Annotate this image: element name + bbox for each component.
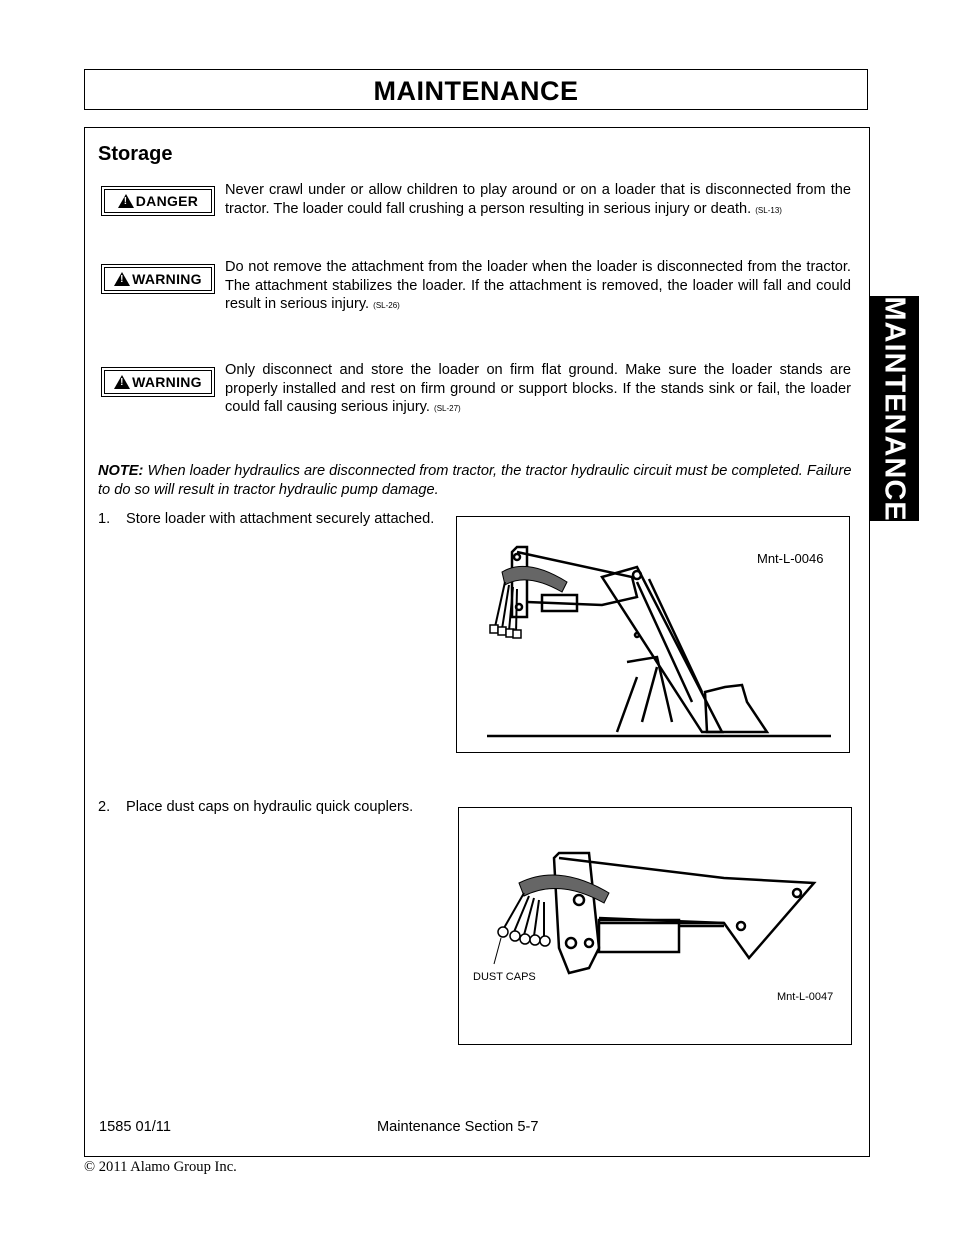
note-label: NOTE: <box>98 463 144 479</box>
step-text: Place dust caps on hydraulic quick couplers. <box>126 799 414 815</box>
footer-doc-number: 1585 01/11 <box>99 1119 171 1135</box>
footer-section: Maintenance Section 5-7 <box>377 1119 539 1135</box>
figure-dust-caps <box>458 807 852 1045</box>
side-tab <box>869 296 919 521</box>
warning-badge: ! WARNING <box>101 264 215 294</box>
copyright: © 2011 Alamo Group Inc. <box>84 1159 237 1175</box>
warning-message: Only disconnect and store the loader on firm flat ground. Make sure the loader stands are properly installed and rest on firm ground or support blocks. If the stands sink or fail, the loader could fall causing serious injury. (SL-27) <box>225 362 851 415</box>
step-number: 2. <box>98 799 111 815</box>
page-title: MAINTENANCE <box>373 76 579 106</box>
warning-message: Do not remove the attachment from the loader when the loader is disconnected from the tractor. The attachment stabilizes the loader. If the attachment is removed, the loader will fall and could result in serious injury. (SL-26) <box>225 259 851 312</box>
figure-loader-stored <box>456 516 850 753</box>
step-text: Store loader with attachment securely attached. <box>126 511 435 527</box>
warning-triangle-icon <box>114 272 130 286</box>
step-number: 1. <box>98 511 111 527</box>
dust-caps-callout: DUST CAPS <box>473 971 536 983</box>
figure-label: Mnt-L-0046 <box>757 551 824 566</box>
section-title: Storage <box>98 143 173 165</box>
side-tab-label: MAINTENANCE <box>878 295 911 522</box>
warning-triangle-icon <box>118 194 134 208</box>
loader-illustration <box>457 517 851 754</box>
danger-message: Never crawl under or allow children to play around or on a loader that is disconnected from the tractor. The loader could fall crushing a person resulting in serious injury or death. (SL-13) <box>225 182 851 217</box>
warning-triangle-icon <box>114 375 130 389</box>
figure-label: Mnt-L-0047 <box>777 991 834 1003</box>
note-block: NOTE: When loader hydraulics are disconnected from tractor, the tractor hydraulic circuit must be completed. Failure to do so will result in tractor hydraulic pump damage. <box>98 463 852 498</box>
page-header <box>84 69 868 110</box>
danger-badge: ! DANGER <box>101 186 215 216</box>
warning-badge: ! WARNING <box>101 367 215 397</box>
coupler-illustration <box>459 808 853 1046</box>
